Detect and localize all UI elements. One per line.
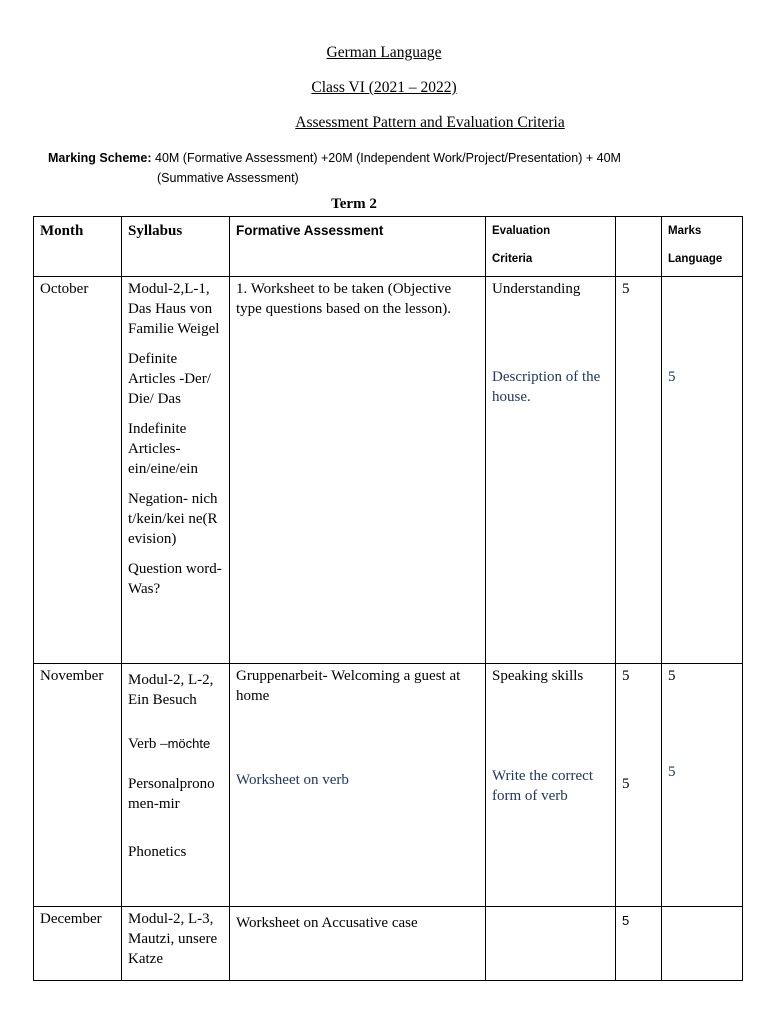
october-criteria-1: Understanding xyxy=(492,281,581,297)
october-criteria xyxy=(486,277,616,664)
december-syllabus: Modul-2, L-3, Mautzi, unsere Katze xyxy=(122,907,230,981)
october-month: October xyxy=(34,277,122,664)
november-syllabus-3: Personalpronomen-mir xyxy=(128,776,215,812)
term-heading: Term 2 xyxy=(331,196,377,212)
november-criteria xyxy=(486,664,616,907)
december-formative: Worksheet on Accusative case xyxy=(230,907,486,981)
november-month: November xyxy=(34,664,122,907)
november-language xyxy=(662,664,743,907)
november-mark-2: 5 xyxy=(622,776,630,792)
october-syllabus xyxy=(122,277,230,664)
october-syllabus-item: Negation- nicht/kein/kei ne(Revision) xyxy=(128,491,218,547)
october-mark-2: 5 xyxy=(668,369,676,385)
october-syllabus-item: Modul-2,L-1, Das Haus von Familie Weigel xyxy=(128,281,220,337)
class-title: Class VI (2021 – 2022) xyxy=(311,79,457,96)
october-mark-1: 5 xyxy=(622,281,630,297)
november-syllabus-4: Phonetics xyxy=(128,844,187,860)
december-mark: 5 xyxy=(616,907,662,981)
november-marks xyxy=(616,664,662,907)
document-title: German Language xyxy=(326,44,442,61)
october-formative: 1. Worksheet to be taken (Objective type questions based on the lesson). xyxy=(230,277,486,664)
december-criteria xyxy=(486,907,616,981)
marking-scheme-label: Marking Scheme: xyxy=(48,151,152,165)
november-formative-2: Worksheet on verb xyxy=(236,772,349,788)
header-formative-assessment: Formative Assessment xyxy=(230,217,486,277)
december-month: December xyxy=(34,907,122,981)
october-syllabus-item: Indefinite Articles- ein/eine/ein xyxy=(128,421,198,477)
table-header-row xyxy=(34,217,743,277)
header-month: Month xyxy=(34,217,122,277)
marking-scheme-line1: 40M (Formative Assessment) +20M (Independent Work/Project/Presentation) + 40M xyxy=(151,151,621,165)
october-criteria-2: Description of the house. xyxy=(492,369,601,405)
november-syllabus-1: Modul-2, L-2, Ein Besuch xyxy=(128,672,214,708)
header-marks-language: Marks Language xyxy=(662,217,743,277)
october-syllabus-item: Question word- Was? xyxy=(128,561,222,597)
header-blank xyxy=(616,217,662,277)
november-syllabus xyxy=(122,664,230,907)
table-row-october xyxy=(34,277,743,664)
november-formative-1: Gruppenarbeit- Welcoming a guest at home xyxy=(236,668,461,704)
november-lang-1: 5 xyxy=(668,668,676,684)
assessment-subtitle: Assessment Pattern and Evaluation Criteria xyxy=(295,114,565,131)
november-formative xyxy=(230,664,486,907)
october-marks xyxy=(616,277,662,664)
marking-scheme-line2: (Summative Assessment) xyxy=(157,171,299,185)
october-language xyxy=(662,277,743,664)
table-row-november xyxy=(34,664,743,907)
december-language xyxy=(662,907,743,981)
header-syllabus: Syllabus xyxy=(122,217,230,277)
header-evaluation-criteria: Evaluation Criteria xyxy=(486,217,616,277)
november-lang-2: 5 xyxy=(668,764,676,780)
assessment-table xyxy=(33,216,743,981)
november-syllabus-2: Verb –möchte xyxy=(128,736,211,752)
marking-scheme xyxy=(48,148,748,188)
table-row-december xyxy=(34,907,743,981)
november-criteria-1: Speaking skills xyxy=(492,668,584,684)
november-mark-1: 5 xyxy=(622,668,630,684)
october-syllabus-item: Definite Articles -Der/ Die/ Das xyxy=(128,351,211,407)
november-criteria-2: Write the correct form of verb xyxy=(492,768,594,804)
